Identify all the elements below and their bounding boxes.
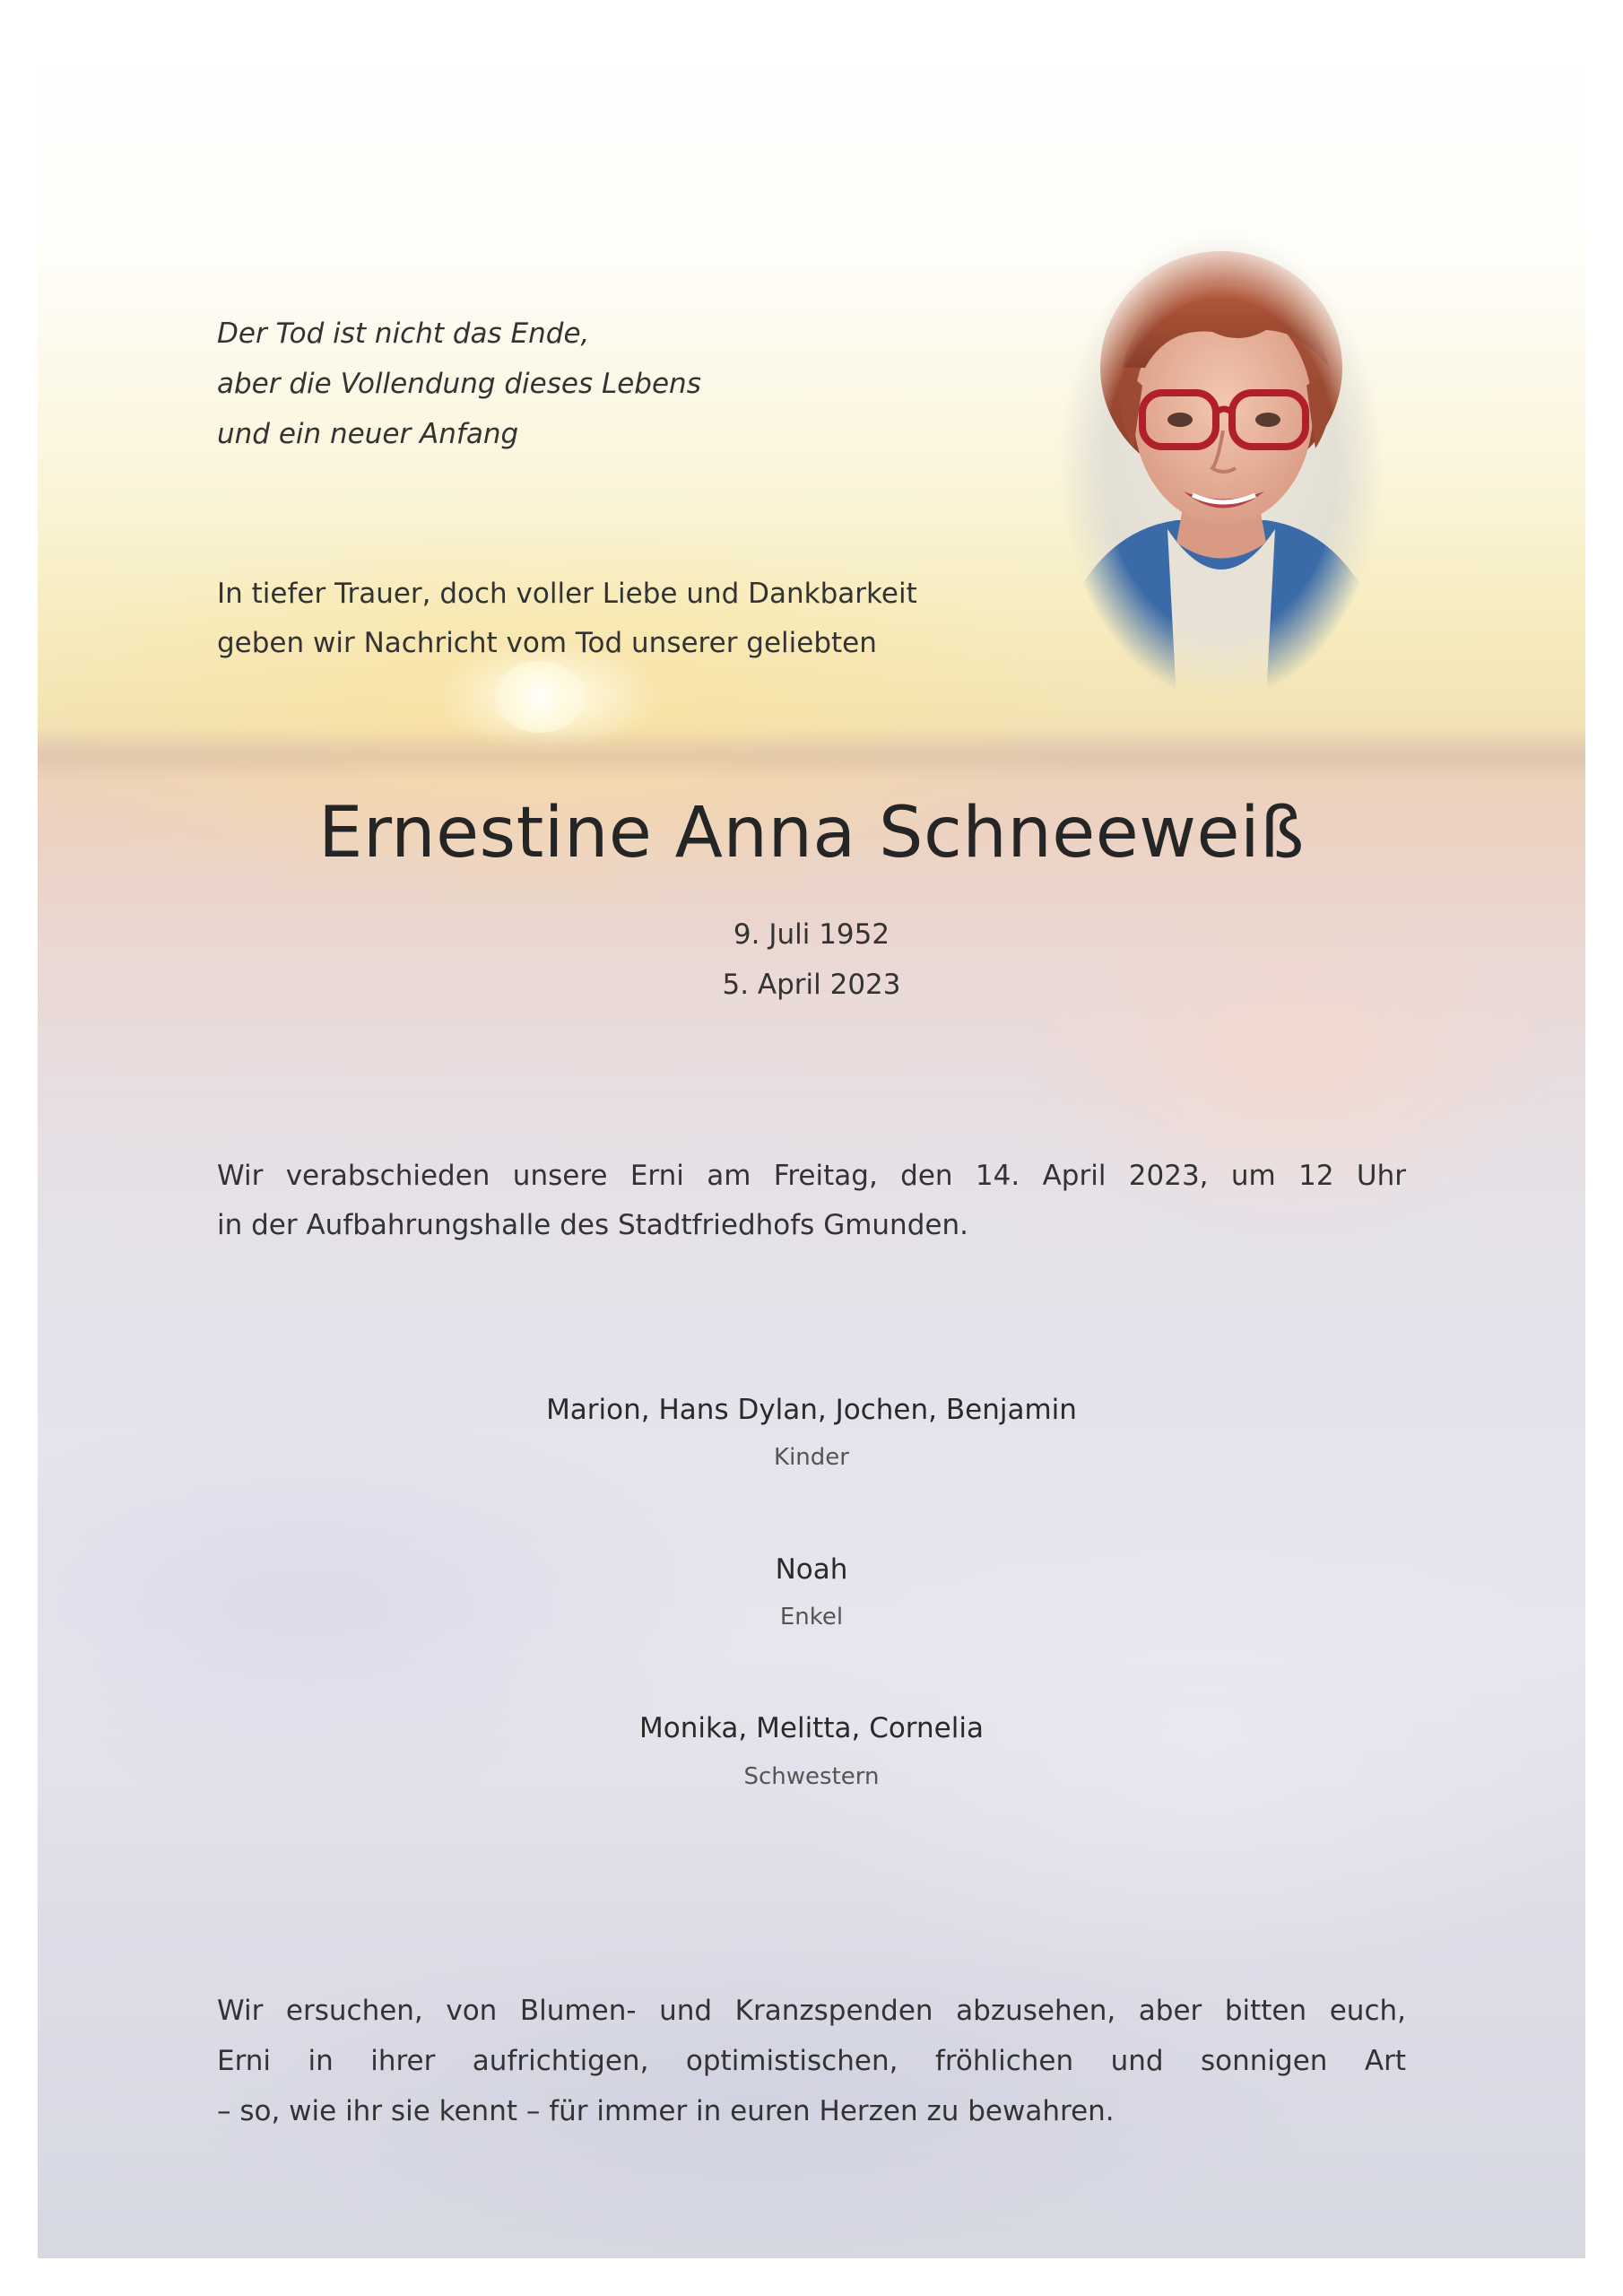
family-names-sisters: Monika, Melitta, Cornelia [639,1712,984,1744]
family-relation-sisters: Schwestern [743,1763,880,1790]
farewell-paragraph [217,1152,1406,1250]
life-dates [38,909,1585,1010]
obituary-page [38,38,1585,2258]
sun-glow [495,661,585,733]
portrait-photo [1060,233,1383,700]
closing-paragraph [217,1986,1406,2136]
quote-line-3: und ein neuer Anfang [217,418,519,450]
death-date: 5. April 2023 [722,969,901,1001]
closing-line-3: – so, wie ihr sie kennt – für immer in euren Herzen zu bewahren. [217,2095,1115,2127]
farewell-line-2: in der Aufbahrungshalle des Stadtfriedhofs Gmunden. [217,1209,968,1241]
deceased-name: Ernestine Anna Schneeweiß [318,793,1305,874]
closing-line-1: Wir ersuchen, von Blumen- und Kranzspenden abzusehen, aber bitten euch, [217,1995,1406,2027]
farewell-line-1: Wir verabschieden unsere Erni am Freitag, den 14. April 2023, um 12 Uhr [217,1160,1406,1192]
quote-line-1: Der Tod ist nicht das Ende, [217,317,590,350]
intro-line-1: In tiefer Trauer, doch voller Liebe und Dankbarkeit [217,578,917,610]
closing-line-2: Erni in ihrer aufrichtigen, optimistischen, fröhlichen und sonnigen Art [217,2045,1406,2077]
birth-date: 9. Juli 1952 [733,918,890,951]
horizon-band [38,728,1585,782]
intro-block [217,570,917,668]
family-relation-children: Kinder [774,1444,849,1471]
quote-line-2: aber die Vollendung dieses Lebens [217,368,701,400]
family-relation-grandchild: Enkel [779,1604,844,1631]
intro-line-2: geben wir Nachricht vom Tod unserer geliebten [217,627,877,659]
quote-block [217,309,701,459]
family-names-grandchild: Noah [775,1553,848,1586]
family-names-children: Marion, Hans Dylan, Jochen, Benjamin [546,1394,1077,1426]
